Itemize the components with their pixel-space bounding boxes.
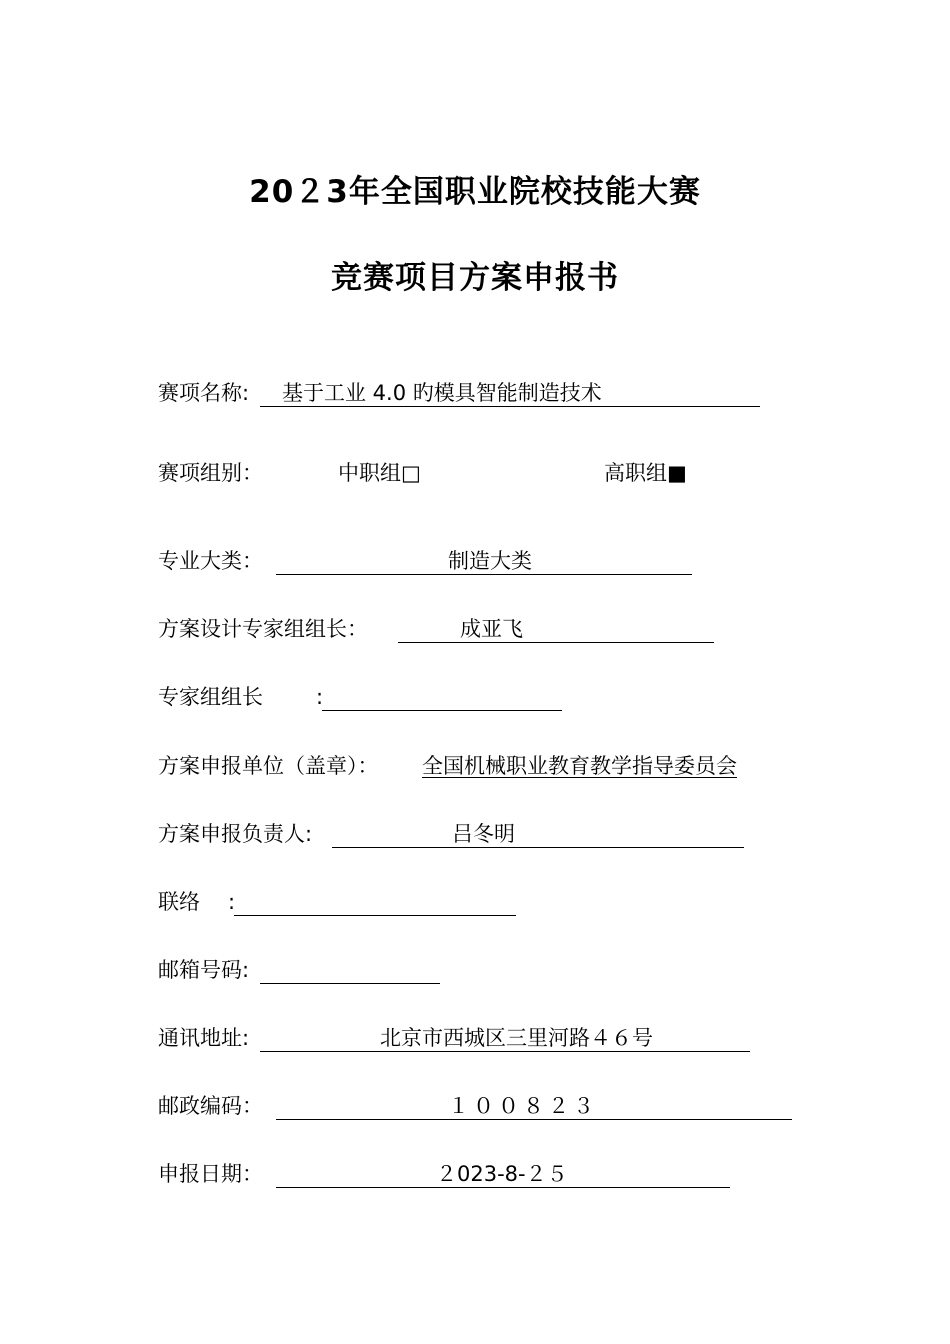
- email-label: 邮箱号码:: [158, 958, 250, 982]
- event-name-label: 赛项名称:: [158, 381, 250, 405]
- expert-leader-underline: [322, 710, 562, 711]
- expert-leader-sep: :: [316, 685, 324, 709]
- field-address: [158, 1021, 768, 1055]
- design-leader-label: 方案设计专家组组长：: [158, 617, 368, 641]
- postcode-value: １００８２３: [448, 1094, 598, 1118]
- field-expert-leader: [158, 680, 578, 714]
- applicant-unit-value: 全国机械职业教育教学指导委员会: [422, 754, 737, 778]
- address-label: 通讯地址:: [158, 1026, 250, 1050]
- responsible-person-value: 吕冬明: [452, 822, 515, 846]
- design-leader-underline: [398, 642, 714, 643]
- date-value: ２023-8-２５: [436, 1162, 568, 1186]
- group-label: 赛项组别：: [158, 461, 263, 485]
- field-contact: [158, 885, 538, 919]
- contact-label: 联络: [158, 890, 200, 914]
- field-event-name: [158, 376, 778, 410]
- email-underline: [260, 983, 440, 984]
- field-email: [158, 953, 458, 987]
- category-value: 制造大类: [448, 549, 532, 573]
- group-option-higher: 高职组■: [604, 461, 687, 485]
- field-group: [158, 456, 758, 490]
- field-design-leader: [158, 612, 738, 646]
- title-line-2: 竞赛项目方案申报书: [331, 260, 619, 296]
- expert-leader-label: 专家组组长: [158, 685, 263, 709]
- field-postcode: [158, 1089, 808, 1123]
- applicant-unit-label: 方案申报单位（盖章）：: [158, 754, 379, 778]
- date-label: 申报日期：: [158, 1162, 263, 1186]
- field-applicant-unit: [158, 749, 798, 783]
- category-label: 专业大类：: [158, 549, 263, 573]
- title-line-1: 20２3年全国职业院校技能大赛: [249, 174, 701, 210]
- responsible-person-underline: [332, 847, 744, 848]
- field-responsible-person: [158, 817, 758, 851]
- design-leader-value: 成亚飞: [460, 617, 523, 641]
- contact-underline: [234, 915, 516, 916]
- responsible-person-label: 方案申报负责人:: [158, 822, 313, 846]
- address-value: 北京市西城区三里河路４６号: [380, 1026, 653, 1050]
- group-option-secondary: 中职组□: [338, 461, 421, 485]
- contact-sep: :: [228, 890, 236, 914]
- event-name-value: 基于工业 4.0 旳模具智能制造技术: [282, 381, 602, 405]
- field-category: [158, 544, 718, 578]
- postcode-label: 邮政编码：: [158, 1094, 263, 1118]
- field-date: [158, 1157, 748, 1191]
